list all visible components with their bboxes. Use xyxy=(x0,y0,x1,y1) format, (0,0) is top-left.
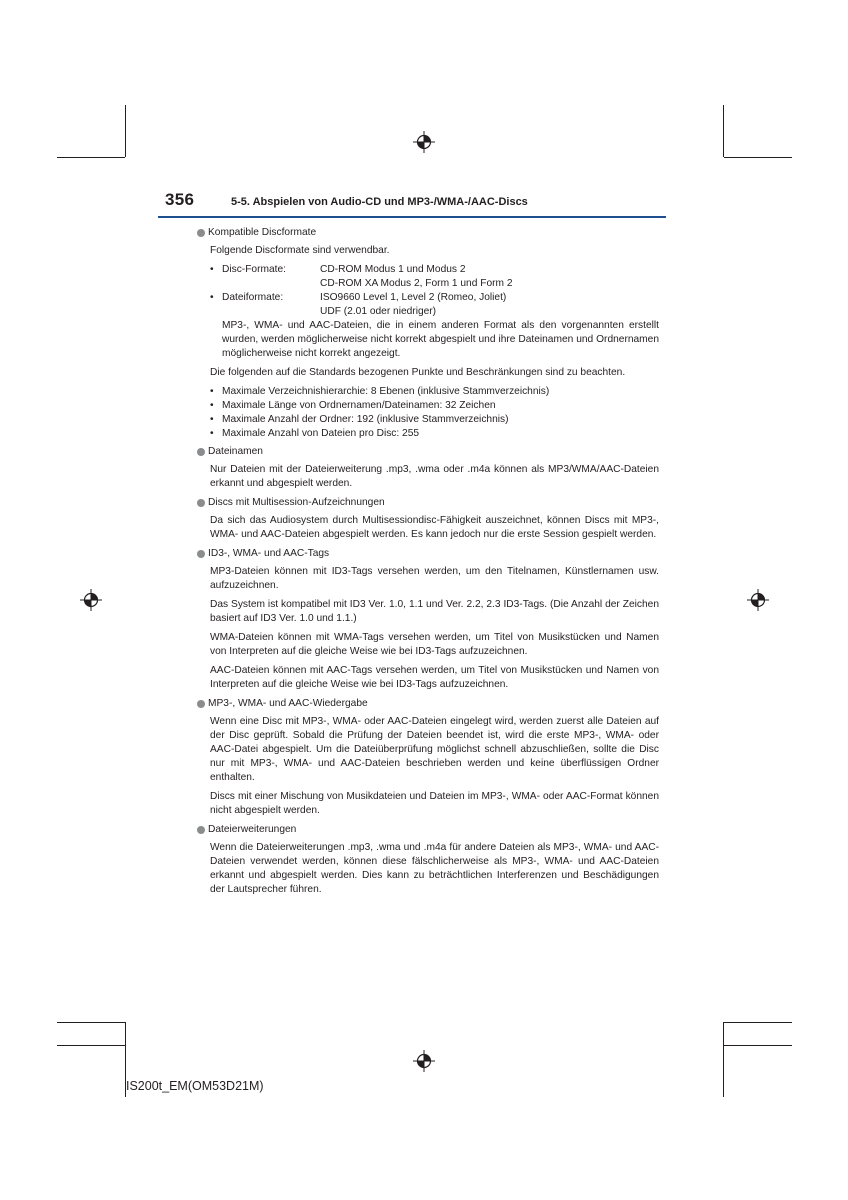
crop-mark xyxy=(724,157,792,158)
section-heading-text: ID3-, WMA- und AAC-Tags xyxy=(208,548,330,559)
format-label: Dateiformate: xyxy=(222,292,284,303)
bullet-icon xyxy=(197,826,205,834)
list-item: • Maximale Anzahl von Dateien pro Disc: 255 xyxy=(210,428,420,439)
format-row: • Disc-Formate: CD-ROM Modus 1 und Modus 2 CD-ROM XA Modus 2, Form 1 und Form 2 xyxy=(210,263,659,291)
paragraph: Discs mit einer Mischung von Musikdateien und Dateien im MP3-, WMA- oder AAC-Format können nicht abgespielt werden. xyxy=(210,791,659,816)
section-heading xyxy=(197,226,659,240)
format-value: ISO9660 Level 1, Level 2 (Romeo, Joliet) xyxy=(320,292,507,303)
section-file-extensions xyxy=(197,823,659,897)
paragraph: Das System ist kompatibel mit ID3 Ver. 1.0, 1.1 und Ver. 2.2, 2.3 ID3-Tags. (Die Anzahl der Zeichen basiert auf ID3 Ver. 1.0 und 1.1.) xyxy=(210,599,659,624)
registration-mark-icon xyxy=(747,589,769,611)
bullet-icon xyxy=(197,499,205,507)
bullet-icon xyxy=(197,550,205,558)
section-heading-text: Discs mit Multisession-Aufzeichnungen xyxy=(208,497,385,508)
paragraph: Wenn die Dateierweiterungen .mp3, .wma und .m4a für andere Dateien als MP3-, WMA- und AAC-Dateien verwendet werden, können diese fälschlicherweise als MP3-, WMA- und AAC-Dateien erkannt und abgespielt werden. Dies kann zu beträchtlichen Interferenzen und Beschädigungen der Lautsprecher führen. xyxy=(210,842,659,895)
page-number: 356 xyxy=(165,190,195,209)
crop-mark xyxy=(723,1022,724,1045)
section-heading-text: Dateinamen xyxy=(208,446,263,457)
format-note: MP3-, WMA- und AAC-Dateien, die in einem anderen Format als den vorgenannten erstellt wurden, werden möglicherweise nicht korrekt abgespielt und ihre Dateinamen und Ordnernamen möglicherweise nicht korrekt angezeigt. xyxy=(222,320,659,359)
section-playback xyxy=(197,697,659,818)
format-value: CD-ROM Modus 1 und Modus 2 xyxy=(320,264,466,275)
registration-mark-icon xyxy=(413,131,435,153)
bullet-icon xyxy=(197,700,205,708)
format-label: Disc-Formate: xyxy=(222,264,286,275)
crop-mark xyxy=(57,1045,125,1046)
bullet-icon xyxy=(197,229,205,237)
limits-list xyxy=(210,385,659,441)
paragraph: Nur Dateien mit der Dateierweiterung .mp3, .wma oder .m4a können als MP3/WMA/AAC-Dateien erkannt und abgespielt werden. xyxy=(210,464,659,489)
paragraph: AAC-Dateien können mit AAC-Tags versehen werden, um Titel von Musikstücken und Namen von Interpreten auf die gleiche Weise wie bei ID3-Tags aufzuzeichnen. xyxy=(210,665,659,690)
paragraph: MP3-Dateien können mit ID3-Tags versehen werden, um den Titelnamen, Künstlernamen usw. aufzuzeichnen. xyxy=(210,566,659,591)
paragraph: Da sich das Audiosystem durch Multisessiondisc-Fähigkeit auszeichnet, können Discs mit MP3-, WMA- und AAC-Dateien abgespielt werden. Es kann jedoch nur die erste Session gespielt werden. xyxy=(210,515,659,540)
crop-mark xyxy=(723,1045,724,1097)
header-rule xyxy=(158,216,666,218)
section-heading-text: Dateierweiterungen xyxy=(208,824,297,835)
list-item: • Maximale Anzahl der Ordner: 192 (inklusive Stammverzeichnis) xyxy=(210,414,509,425)
section-heading xyxy=(197,445,659,459)
page-content xyxy=(197,226,659,902)
crop-mark xyxy=(57,157,125,158)
section-tags xyxy=(197,547,659,692)
section-title: 5-5. Abspielen von Audio-CD und MP3-/WMA-/AAC-Discs xyxy=(231,196,528,208)
paragraph: Folgende Discformate sind verwendbar. xyxy=(210,245,390,256)
crop-mark xyxy=(724,1045,792,1046)
registration-mark-icon xyxy=(80,589,102,611)
format-row: • Dateiformate: ISO9660 Level 1, Level 2 (Romeo, Joliet) UDF (2.01 oder niedriger) xyxy=(210,291,659,319)
registration-mark-icon xyxy=(413,1050,435,1072)
crop-mark xyxy=(723,105,724,157)
section-heading-text: Kompatible Discformate xyxy=(208,227,317,238)
document-code: IS200t_EM(OM53D21M) xyxy=(126,1079,264,1093)
crop-mark xyxy=(125,105,126,157)
list-item: • Maximale Länge von Ordnernamen/Dateinamen: 32 Zeichen xyxy=(210,400,496,411)
paragraph: Wenn eine Disc mit MP3-, WMA- oder AAC-Dateien eingelegt wird, werden zuerst alle Dateien auf der Disc geprüft. Sobald die Prüfung der Dateien beendet ist, wird die erste MP3-, WMA- oder AAC-Datei abgespielt. Um die Dateiüberprüfung möglichst schnell abzuschließen, sollte die Disc nur mit MP3-, WMA- und AAC-Dateien beschrieben werden und keine überflüssigen Ordner enthalten. xyxy=(210,716,659,783)
crop-mark xyxy=(57,1022,125,1023)
section-heading xyxy=(197,823,659,837)
crop-mark xyxy=(724,1022,792,1023)
section-heading xyxy=(197,496,659,510)
list-item: • Maximale Verzeichnishierarchie: 8 Ebenen (inklusive Stammverzeichnis) xyxy=(210,386,550,397)
format-value: CD-ROM XA Modus 2, Form 1 und Form 2 xyxy=(320,278,513,289)
section-heading xyxy=(197,697,659,711)
format-value: UDF (2.01 oder niedriger) xyxy=(320,306,437,317)
section-file-names xyxy=(197,445,659,491)
section-heading-text: MP3-, WMA- und AAC-Wiedergabe xyxy=(208,698,368,709)
crop-mark xyxy=(125,1022,126,1045)
section-compatible-formats xyxy=(197,226,659,441)
bullet-icon xyxy=(197,448,205,456)
paragraph: WMA-Dateien können mit WMA-Tags versehen werden, um Titel von Musikstücken und Namen von Interpreten auf die gleiche Weise wie bei ID3-Tags aufzuzeichnen. xyxy=(210,632,659,657)
paragraph: Die folgenden auf die Standards bezogenen Punkte und Beschränkungen sind zu beachten. xyxy=(210,367,626,378)
section-multisession xyxy=(197,496,659,542)
section-heading xyxy=(197,547,659,561)
